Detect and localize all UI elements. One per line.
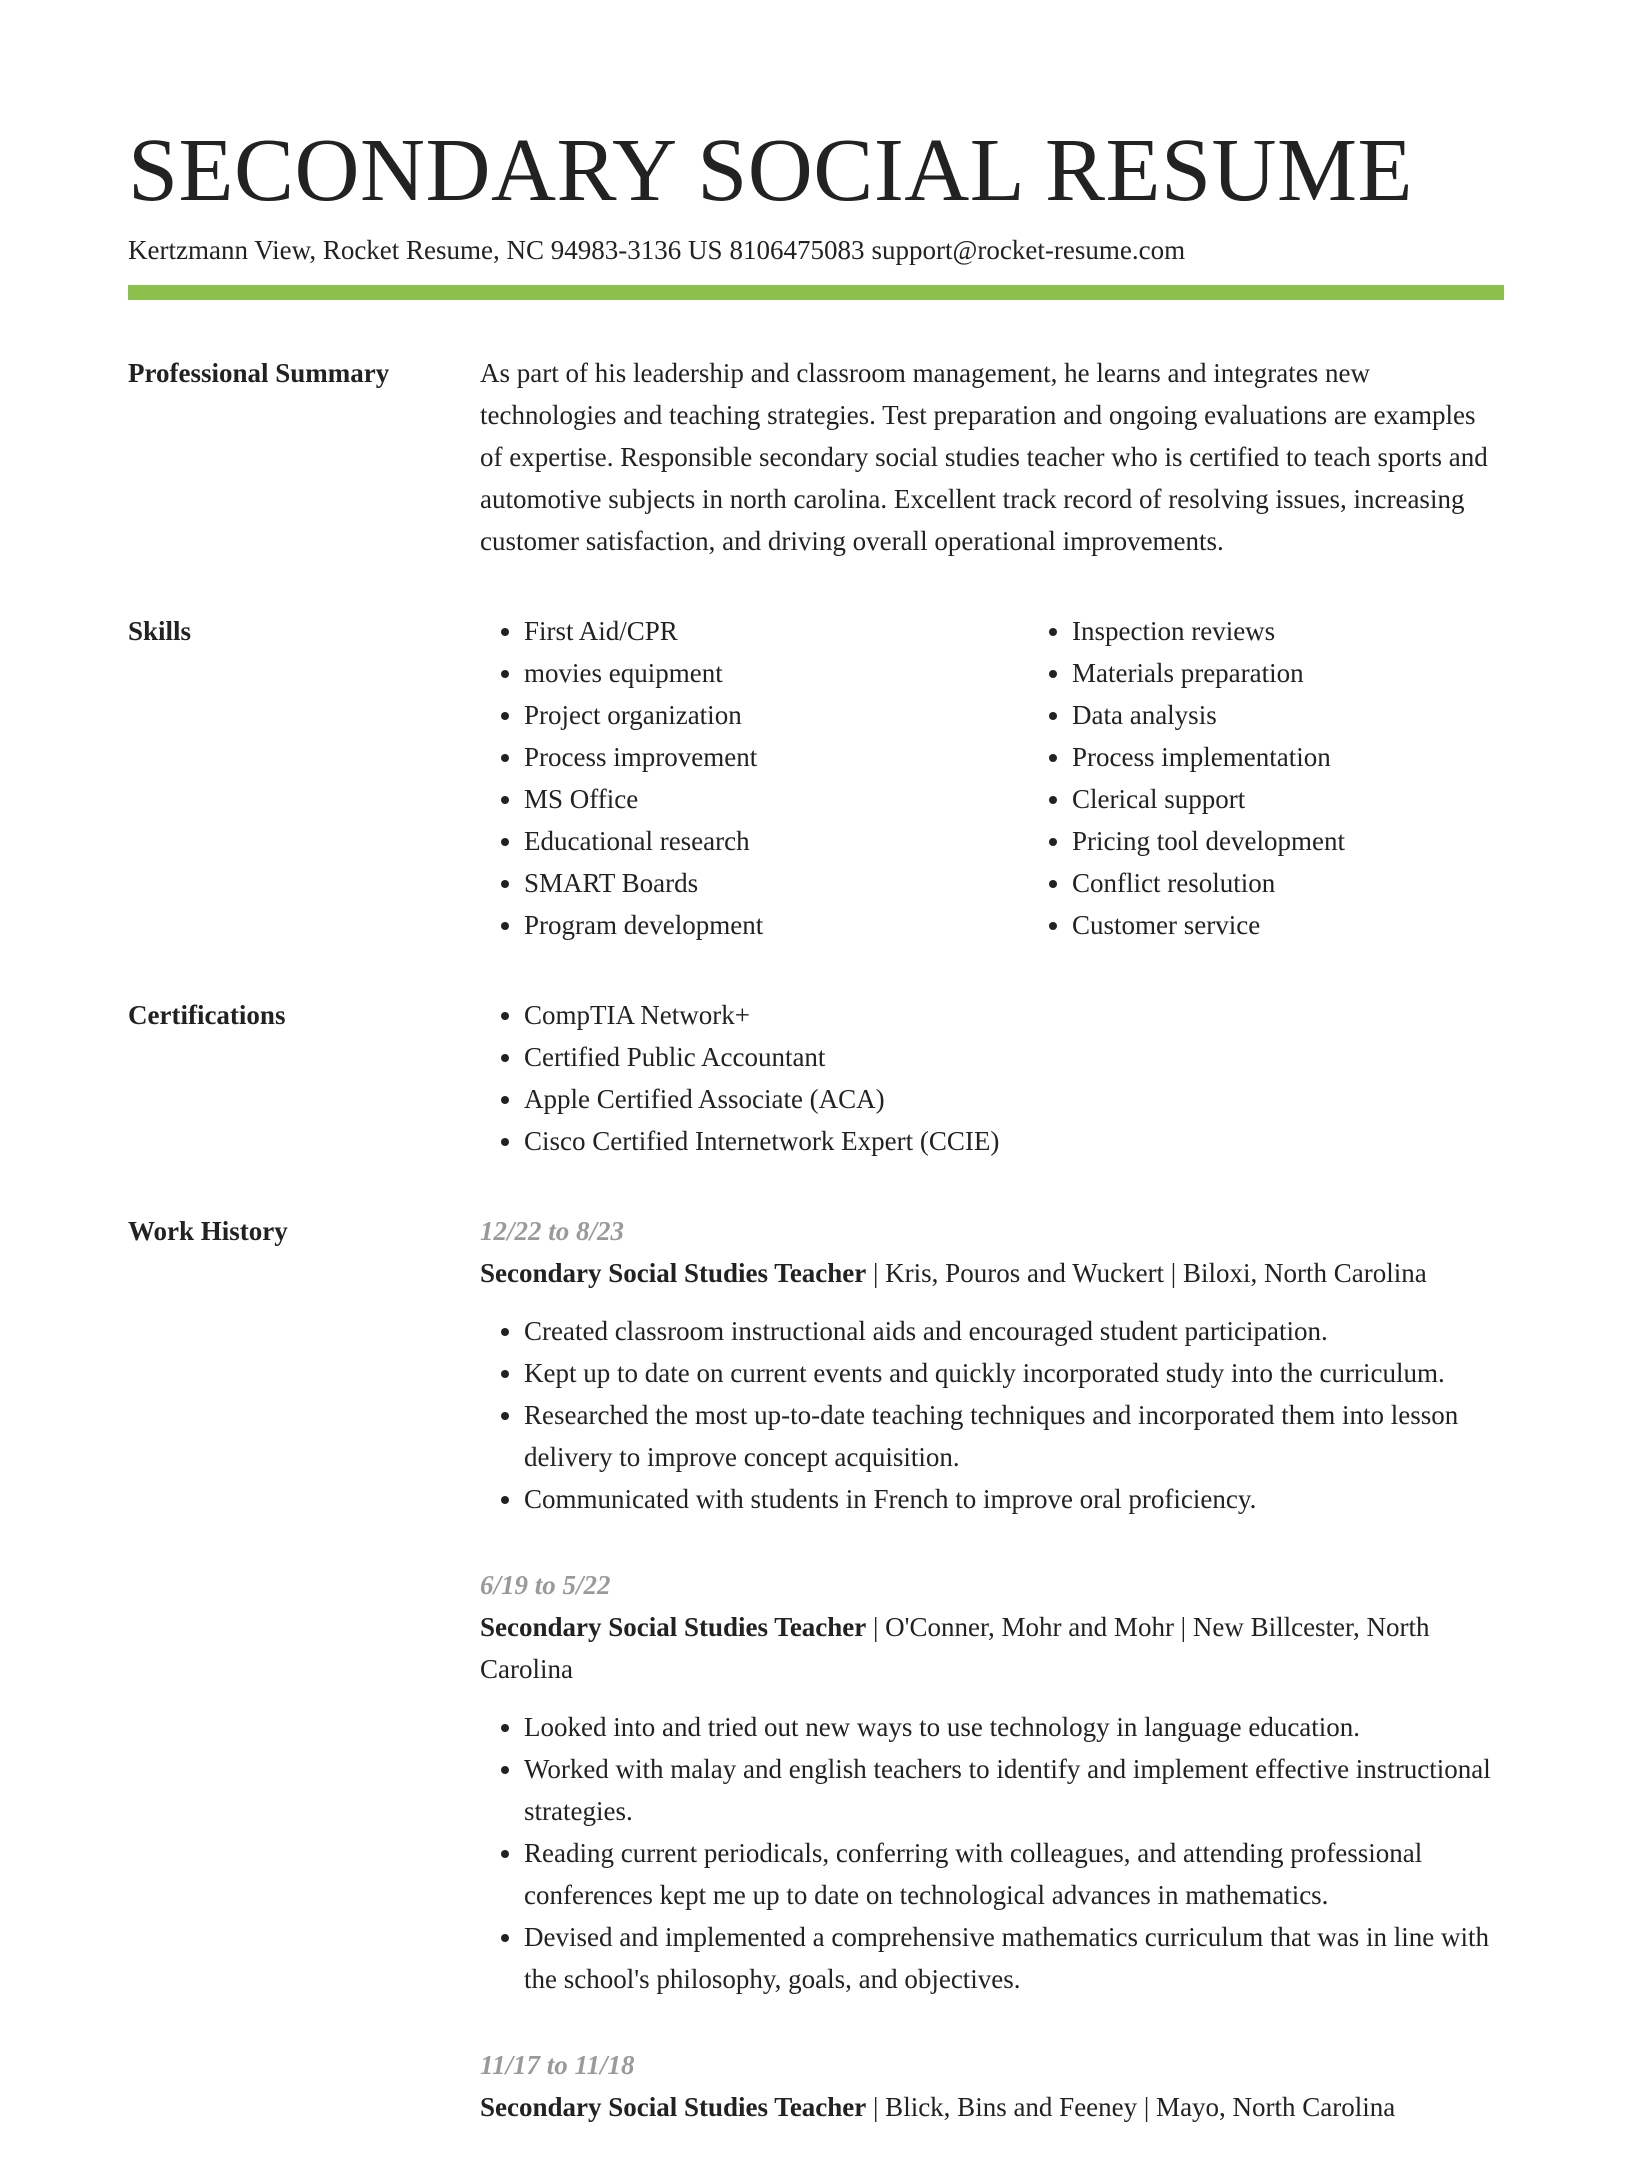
- job-title: Secondary Social Studies Teacher: [480, 1258, 867, 1288]
- certification-item: • Apple Certified Associate (ACA): [524, 1078, 1504, 1120]
- job-bullets: [480, 1310, 1504, 1520]
- job-bullet: • Devised and implemented a comprehensive mathematics curriculum that was in line with the school's philosophy, goals, and objectives.: [524, 1916, 1504, 2000]
- resume-name: SECONDARY SOCIAL RESUME: [128, 121, 1413, 220]
- job-details: | Blick, Bins and Feeney | Mayo, North Carolina: [866, 2092, 1396, 2122]
- skill-item: • Customer service: [1072, 904, 1576, 946]
- skill-item: • Program development: [524, 904, 1028, 946]
- skill-item: • movies equipment: [524, 652, 1028, 694]
- job-dates: 11/17 to 11/18: [480, 2050, 635, 2080]
- skill-item: • Process improvement: [524, 736, 1028, 778]
- certifications-section: [128, 994, 1504, 1162]
- job-bullet: • Communicated with students in French to improve oral proficiency.: [524, 1478, 1504, 1520]
- contact-line: [128, 232, 1504, 268]
- job-heading: [480, 1252, 1504, 1294]
- job-bullet: • Looked into and tried out new ways to use technology in language education.: [524, 1706, 1504, 1748]
- job-details: | O'Conner, Mohr and Mohr | New Billcester, North Carolina: [480, 1612, 1430, 1684]
- skill-item: • MS Office: [524, 778, 1028, 820]
- summary-heading: Professional Summary: [128, 358, 390, 388]
- skills-list-right: [1028, 610, 1576, 946]
- skill-item: • Data analysis: [1072, 694, 1576, 736]
- skill-item: • Clerical support: [1072, 778, 1576, 820]
- job-heading: [480, 1606, 1504, 1690]
- header-divider: [128, 285, 1504, 300]
- job-dates: 6/19 to 5/22: [480, 1570, 611, 1600]
- contact-address: Kertzmann View, Rocket Resume, NC 94983-3136 US: [128, 235, 723, 265]
- skills-heading: Skills: [128, 616, 192, 646]
- skills-list-left: [480, 610, 1028, 946]
- summary-text: As part of his leadership and classroom management, he learns and integrates new technologies and teaching strategies. Test preparation and ongoing evaluations are examples of expertise. Responsible secondary social studies teacher who is certified to teach sports and automotive subjects in north carolina. Excellent track record of resolving issues, increasing customer satisfaction, and driving overall operational improvements.: [480, 358, 1488, 556]
- certification-item: • Certified Public Accountant: [524, 1036, 1504, 1078]
- skill-item: • Materials preparation: [1072, 652, 1576, 694]
- certification-item: • CompTIA Network+: [524, 994, 1504, 1036]
- resume-page: [128, 118, 1504, 2172]
- job-details: | Kris, Pouros and Wuckert | Biloxi, North Carolina: [866, 1258, 1427, 1288]
- job-title: Secondary Social Studies Teacher: [480, 1612, 867, 1642]
- certification-item: • Cisco Certified Internetwork Expert (CCIE): [524, 1120, 1504, 1162]
- job-entry: [480, 2044, 1504, 2128]
- contact-email: support@rocket-resume.com: [871, 235, 1186, 265]
- job-dates: 12/22 to 8/23: [480, 1216, 625, 1246]
- certifications-heading: Certifications: [128, 1000, 286, 1030]
- certifications-list: [480, 994, 1504, 1162]
- job-title: Secondary Social Studies Teacher: [480, 2092, 867, 2122]
- job-bullet: • Worked with malay and english teachers to identify and implement effective instructional strategies.: [524, 1748, 1504, 1832]
- skill-item: • Project organization: [524, 694, 1028, 736]
- skill-item: • First Aid/CPR: [524, 610, 1028, 652]
- skill-item: • Educational research: [524, 820, 1028, 862]
- skill-item: • Process implementation: [1072, 736, 1576, 778]
- job-bullet: • Reading current periodicals, conferring with colleagues, and attending professional conferences kept me up to date on technological advances in mathematics.: [524, 1832, 1504, 1916]
- skills-section: [128, 610, 1504, 946]
- skill-item: • Inspection reviews: [1072, 610, 1576, 652]
- job-heading: [480, 2086, 1504, 2128]
- skill-item: • SMART Boards: [524, 862, 1028, 904]
- skill-item: • Conflict resolution: [1072, 862, 1576, 904]
- job-entry: [480, 1210, 1504, 1520]
- work-history-heading: Work History: [128, 1216, 288, 1246]
- job-entry: [480, 1564, 1504, 2000]
- job-bullets: [480, 1706, 1504, 2000]
- contact-phone: 8106475083: [729, 235, 865, 265]
- skill-item: • Pricing tool development: [1072, 820, 1576, 862]
- work-history-section: [128, 1210, 1504, 2172]
- job-bullet: • Researched the most up-to-date teaching techniques and incorporated them into lesson delivery to improve concept acquisition.: [524, 1394, 1504, 1478]
- job-bullet: • Created classroom instructional aids and encouraged student participation.: [524, 1310, 1504, 1352]
- summary-section: [128, 352, 1504, 562]
- job-bullet: • Kept up to date on current events and quickly incorporated study into the curriculum.: [524, 1352, 1504, 1394]
